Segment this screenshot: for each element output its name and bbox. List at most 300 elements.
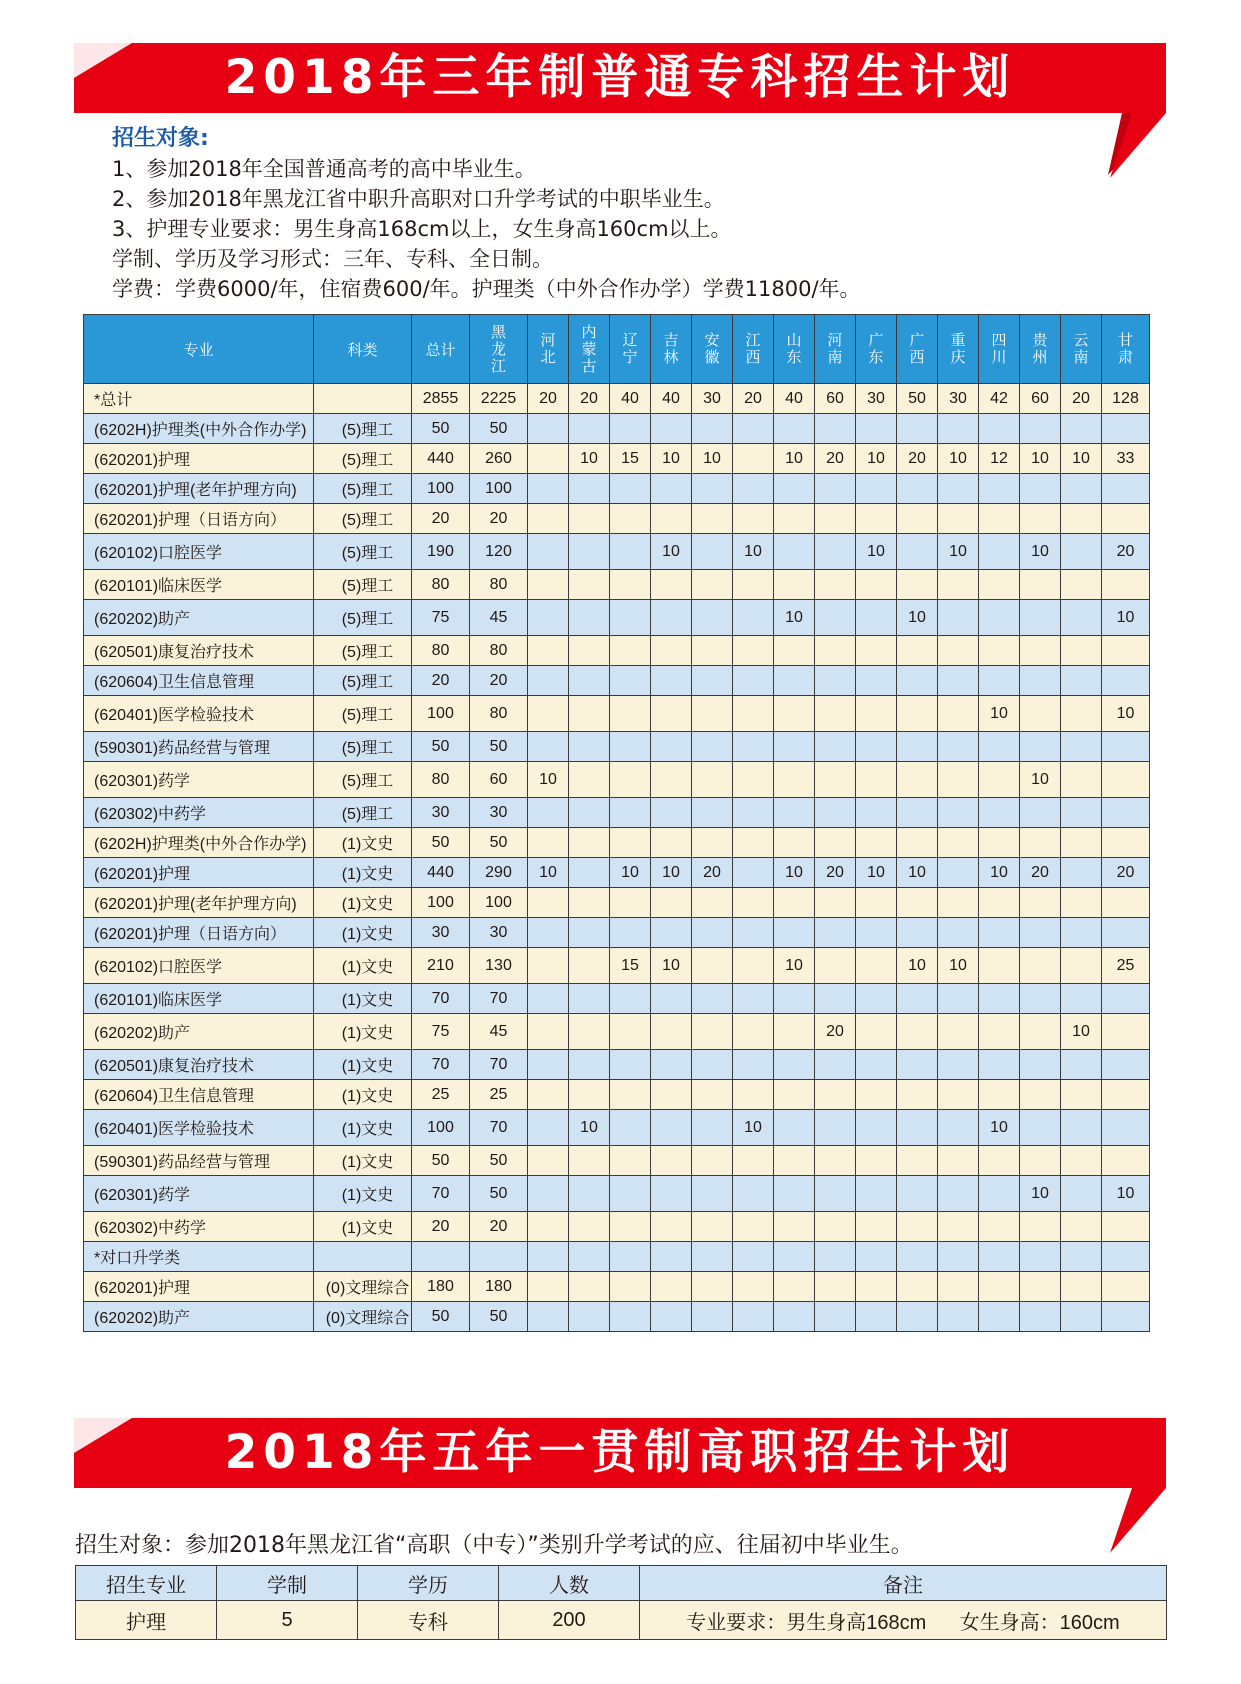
count-cell [569,636,610,666]
count-cell: 70 [412,1176,470,1212]
count-cell [733,1014,774,1050]
category-cell: (1)文史 [314,1176,412,1212]
category-cell: (5)理工 [314,798,412,828]
count-cell: 20 [528,384,569,414]
count-cell [856,1146,897,1176]
count-cell [979,1014,1020,1050]
header-cell: 招生专业 [76,1566,217,1601]
count-cell: 10 [528,858,569,888]
count-cell [528,570,569,600]
table-row [84,696,1150,732]
count-cell [1102,1014,1150,1050]
count-cell [733,1176,774,1212]
count-cell [651,666,692,696]
count-cell [774,798,815,828]
count-cell [938,888,979,918]
count-cell [1020,636,1061,666]
major-cell: (620401)医学检验技术 [84,1110,314,1146]
count-cell: 2855 [412,384,470,414]
major-cell: (620101)临床医学 [84,570,314,600]
table-row [84,1176,1150,1212]
count-cell: 20 [569,384,610,414]
count-cell [979,534,1020,570]
category-cell: (1)文史 [314,1212,412,1242]
count-cell [897,1110,938,1146]
table-row [84,1242,1150,1272]
count-cell [897,1212,938,1242]
count-cell [1020,666,1061,696]
count-cell [897,636,938,666]
count-cell [979,636,1020,666]
count-cell [1020,1242,1061,1272]
major-cell: (6202H)护理类(中外合作办学) [84,414,314,444]
count-cell: 10 [733,534,774,570]
intro-line: 学费：学费6000/年，住宿费600/年。护理类（中外合作办学）学费11800/年。 [112,277,861,301]
count-cell [569,570,610,600]
count-cell: 10 [651,948,692,984]
count-cell [610,1110,651,1146]
count-cell [979,504,1020,534]
count-cell [815,474,856,504]
category-cell: (5)理工 [314,696,412,732]
count-cell [774,666,815,696]
count-cell [856,828,897,858]
count-cell: 190 [412,534,470,570]
count-cell [856,666,897,696]
count-cell [897,666,938,696]
major-cell: (620202)助产 [84,600,314,636]
count-cell [979,1272,1020,1302]
count-cell [897,1146,938,1176]
count-cell [938,918,979,948]
count-cell [897,534,938,570]
count-cell: 10 [938,534,979,570]
count-cell [692,570,733,600]
table-row [84,828,1150,858]
count-cell [856,1212,897,1242]
major-cell: (620202)助产 [84,1302,314,1332]
count-cell [733,696,774,732]
major-cell: (6202H)护理类(中外合作办学) [84,828,314,858]
table-row [84,414,1150,444]
count-cell [815,1146,856,1176]
category-cell: (1)文史 [314,858,412,888]
count-cell [610,888,651,918]
table-cell: 护理 [76,1601,217,1640]
count-cell [815,1242,856,1272]
count-cell: 33 [1102,444,1150,474]
count-cell: 10 [651,534,692,570]
count-cell [692,948,733,984]
major-cell: (620201)护理 [84,858,314,888]
count-cell [569,474,610,504]
count-cell [1102,1110,1150,1146]
count-cell: 210 [412,948,470,984]
category-cell: (1)文史 [314,1080,412,1110]
count-cell [528,1146,569,1176]
count-cell [733,828,774,858]
count-cell [856,888,897,918]
count-cell [1061,948,1102,984]
category-cell: (1)文史 [314,888,412,918]
count-cell [815,1272,856,1302]
count-cell [1061,1050,1102,1080]
count-cell [733,1272,774,1302]
count-cell [856,1014,897,1050]
major-cell: (620501)康复治疗技术 [84,636,314,666]
major-cell: (620201)护理（日语方向） [84,918,314,948]
count-cell: 42 [979,384,1020,414]
header-cell: 广 东 [856,315,897,384]
count-cell: 50 [412,732,470,762]
count-cell: 50 [412,1146,470,1176]
count-cell [1020,1050,1061,1080]
count-cell [610,414,651,444]
count-cell [774,1212,815,1242]
count-cell [610,1050,651,1080]
note-cell: 专业要求：男生身高168cm 女生身高：160cm [640,1601,1167,1640]
count-cell [692,504,733,534]
count-cell: 120 [470,534,528,570]
count-cell [897,414,938,444]
count-cell [938,1014,979,1050]
header-cell: 人数 [499,1566,640,1601]
count-cell: 100 [412,474,470,504]
count-cell: 50 [470,414,528,444]
count-cell [815,504,856,534]
count-cell [528,666,569,696]
count-cell [856,636,897,666]
count-cell: 45 [470,600,528,636]
header-cell: 内 蒙 古 [569,315,610,384]
count-cell [610,474,651,504]
count-cell [692,1176,733,1212]
count-cell [692,762,733,798]
count-cell [651,732,692,762]
count-cell [733,1080,774,1110]
count-cell [692,888,733,918]
count-cell [651,918,692,948]
category-cell: (5)理工 [314,600,412,636]
count-cell [1061,534,1102,570]
header-cell: 专业 [84,315,314,384]
count-cell [733,666,774,696]
count-cell: 10 [774,600,815,636]
count-cell [815,888,856,918]
count-cell [774,636,815,666]
count-cell [938,1242,979,1272]
count-cell [979,798,1020,828]
count-cell [733,444,774,474]
count-cell: 12 [979,444,1020,474]
count-cell: 10 [897,600,938,636]
count-cell [610,798,651,828]
count-cell [1102,888,1150,918]
count-cell: 20 [1102,534,1150,570]
count-cell [897,1176,938,1212]
count-cell: 20 [815,444,856,474]
count-cell [774,828,815,858]
count-cell [1020,570,1061,600]
count-cell [1020,732,1061,762]
count-cell [651,984,692,1014]
count-cell [815,984,856,1014]
count-cell [569,666,610,696]
major-cell: (620201)护理（日语方向） [84,504,314,534]
count-cell [733,414,774,444]
major-cell: (620201)护理(老年护理方向) [84,888,314,918]
count-cell [1061,504,1102,534]
count-cell [815,762,856,798]
count-cell [528,474,569,504]
count-cell [1102,1302,1150,1332]
count-cell [938,984,979,1014]
table-row [84,636,1150,666]
count-cell [897,888,938,918]
table-row [84,384,1150,414]
count-cell [1020,1110,1061,1146]
count-cell: 10 [733,1110,774,1146]
count-cell [774,1110,815,1146]
count-cell: 260 [470,444,528,474]
count-cell [774,1146,815,1176]
count-cell [815,798,856,828]
count-cell: 20 [815,858,856,888]
count-cell [856,600,897,636]
count-cell: 70 [470,1050,528,1080]
count-cell [528,828,569,858]
count-cell [651,762,692,798]
count-cell [692,984,733,1014]
count-cell [938,570,979,600]
count-cell: 10 [856,444,897,474]
count-cell [1061,570,1102,600]
count-cell: 75 [412,1014,470,1050]
count-cell [856,732,897,762]
count-cell [1061,1080,1102,1110]
count-cell [733,474,774,504]
count-cell: 10 [897,858,938,888]
category-cell [314,1242,412,1272]
table-row [84,534,1150,570]
count-cell [733,888,774,918]
count-cell: 20 [1102,858,1150,888]
count-cell: 20 [733,384,774,414]
count-cell [610,1014,651,1050]
count-cell [528,696,569,732]
count-cell [897,984,938,1014]
category-cell: (5)理工 [314,636,412,666]
count-cell [815,636,856,666]
table-row [84,570,1150,600]
count-cell [1102,918,1150,948]
count-cell [528,600,569,636]
count-cell: 20 [470,504,528,534]
count-cell [692,414,733,444]
count-cell [733,1302,774,1332]
category-cell: (5)理工 [314,534,412,570]
count-cell: 440 [412,444,470,474]
table-row [84,504,1150,534]
count-cell [1102,984,1150,1014]
count-cell [651,1176,692,1212]
count-cell: 30 [470,798,528,828]
count-cell [815,918,856,948]
count-cell: 30 [938,384,979,414]
intro-line: 3、护理专业要求：男生身高168cm以上，女生身高160cm以上。 [112,217,732,241]
admission-heading: 招生对象: [112,126,209,151]
count-cell [1061,666,1102,696]
count-cell [938,798,979,828]
count-cell [815,666,856,696]
section-title: 2018年五年一贯制高职招生计划 [224,1425,1016,1480]
count-cell [733,798,774,828]
count-cell [1061,1272,1102,1302]
major-cell: (590301)药品经营与管理 [84,732,314,762]
count-cell [1020,798,1061,828]
count-cell: 10 [979,1110,1020,1146]
count-cell [938,696,979,732]
count-cell [815,1050,856,1080]
table-row [84,474,1150,504]
category-cell: (0)文理综合 [314,1302,412,1332]
count-cell [938,1080,979,1110]
count-cell [692,474,733,504]
count-cell [528,918,569,948]
count-cell: 130 [470,948,528,984]
count-cell [569,1176,610,1212]
count-cell [1061,888,1102,918]
count-cell [651,504,692,534]
count-cell: 50 [470,1176,528,1212]
count-cell [692,1212,733,1242]
count-cell [1020,414,1061,444]
major-cell: (620102)口腔医学 [84,534,314,570]
count-cell [979,828,1020,858]
count-cell: 10 [692,444,733,474]
count-cell [856,474,897,504]
count-cell [897,918,938,948]
count-cell [897,1080,938,1110]
table-row [84,666,1150,696]
count-cell [651,798,692,828]
count-cell: 10 [938,444,979,474]
count-cell: 30 [470,918,528,948]
count-cell [774,918,815,948]
count-cell: 10 [1020,762,1061,798]
header-cell: 学制 [217,1566,358,1601]
count-cell: 10 [774,948,815,984]
count-cell: 10 [938,948,979,984]
category-cell: (5)理工 [314,414,412,444]
count-cell [979,888,1020,918]
count-cell [528,1110,569,1146]
count-cell [651,414,692,444]
count-cell [938,1110,979,1146]
header-cell: 河 南 [815,315,856,384]
count-cell [897,570,938,600]
count-cell: 50 [897,384,938,414]
count-cell [1020,1212,1061,1242]
count-cell: 30 [692,384,733,414]
count-cell [774,762,815,798]
count-cell [856,762,897,798]
count-cell [1061,414,1102,444]
count-cell [1102,504,1150,534]
count-cell: 10 [528,762,569,798]
count-cell [651,1212,692,1242]
count-cell [815,1212,856,1242]
count-cell: 80 [470,696,528,732]
count-cell [897,732,938,762]
count-cell [938,828,979,858]
major-cell: (620202)助产 [84,1014,314,1050]
count-cell [528,1176,569,1212]
count-cell [856,1302,897,1332]
count-cell: 10 [1061,444,1102,474]
count-cell [610,984,651,1014]
count-cell [610,666,651,696]
table-row [84,1110,1150,1146]
count-cell [856,798,897,828]
count-cell [1020,696,1061,732]
count-cell [1061,1302,1102,1332]
count-cell: 10 [1020,1176,1061,1212]
five-data-row [76,1601,1167,1640]
count-cell [1061,1146,1102,1176]
count-cell [569,888,610,918]
count-cell: 50 [412,828,470,858]
table-row [84,1146,1150,1176]
count-cell [938,666,979,696]
count-cell [1102,414,1150,444]
count-cell [569,732,610,762]
major-cell: *对口升学类 [84,1242,314,1272]
category-cell: (1)文史 [314,948,412,984]
count-cell: 20 [412,504,470,534]
count-cell [651,696,692,732]
header-cell: 辽 宁 [610,315,651,384]
count-cell: 50 [470,1302,528,1332]
count-cell [610,762,651,798]
five-header-row [76,1566,1167,1601]
count-cell [651,474,692,504]
header-cell: 重 庆 [938,315,979,384]
count-cell [856,504,897,534]
count-cell [1020,1302,1061,1332]
count-cell [733,762,774,798]
count-cell: 70 [470,1110,528,1146]
count-cell [979,600,1020,636]
count-cell [1102,570,1150,600]
count-cell [897,1050,938,1080]
count-cell [979,1080,1020,1110]
count-cell: 50 [412,414,470,444]
five-year-intro: 招生对象：参加2018年黑龙江省“高职（中专）”类别升学考试的应、往届初中毕业生。 [75,1533,913,1558]
header-cell: 贵 州 [1020,315,1061,384]
count-cell [979,1212,1020,1242]
count-cell: 10 [569,444,610,474]
count-cell [1102,828,1150,858]
count-cell [733,1242,774,1272]
count-cell: 40 [774,384,815,414]
count-cell: 40 [651,384,692,414]
count-cell [1020,600,1061,636]
count-cell [651,1050,692,1080]
count-cell [774,1176,815,1212]
count-cell [1061,636,1102,666]
count-cell: 20 [1061,384,1102,414]
